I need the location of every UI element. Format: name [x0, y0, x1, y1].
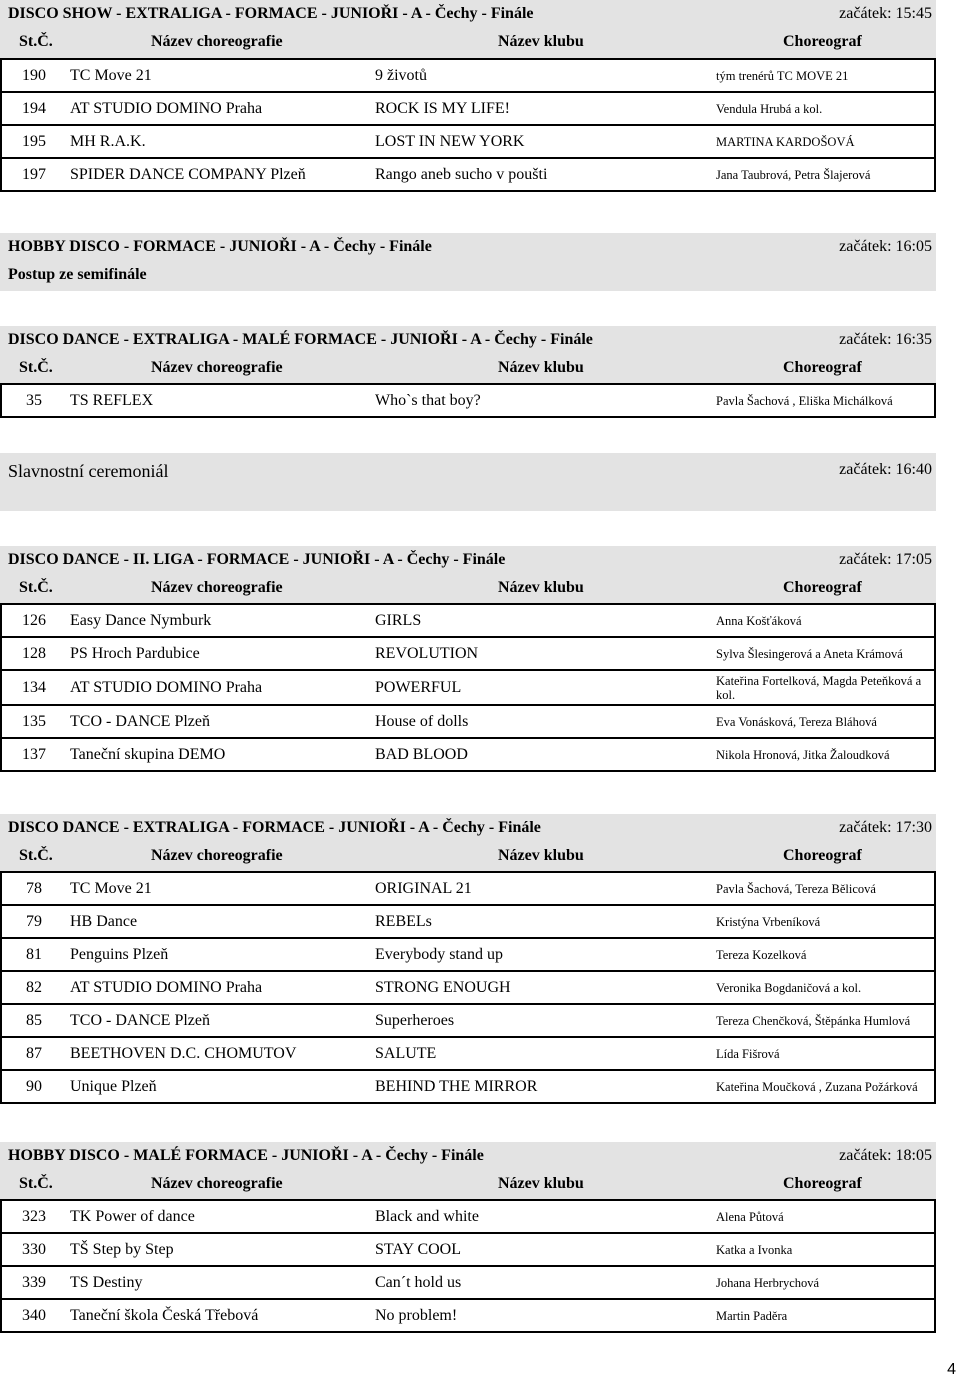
section-header — [0, 0, 936, 58]
table-row — [1, 158, 935, 191]
start-number: 197 — [1, 158, 66, 191]
choreographer-name: Nikola Hronová, Jitka Žaloudková — [713, 738, 935, 771]
choreography-name: BEHIND THE MIRROR — [372, 1070, 713, 1103]
table-row — [1, 1004, 935, 1037]
col-header-choreography: Název choreografie — [151, 847, 283, 864]
start-number: 35 — [1, 384, 66, 417]
table-row — [1, 872, 935, 905]
section-start-time: začátek: 16:05 — [839, 238, 932, 255]
team-name: TCO - DANCE Plzeň — [66, 1004, 372, 1037]
table-row — [1, 1070, 935, 1103]
choreography-name: LOST IN NEW YORK — [372, 125, 713, 158]
choreography-name: POWERFUL — [372, 670, 713, 705]
table-row — [1, 971, 935, 1004]
team-name: HB Dance — [66, 905, 372, 938]
choreography-name: 9 životů — [372, 59, 713, 92]
choreographer-name: MARTINA KARDOŠOVÁ — [713, 125, 935, 158]
table-row — [1, 905, 935, 938]
table-row — [1, 125, 935, 158]
section-header — [0, 546, 936, 603]
col-header-club: Název klubu — [498, 579, 584, 596]
choreographer-name: Anna Košťáková — [713, 604, 935, 637]
table-row — [1, 705, 935, 738]
choreographer-name: Kateřina Moučková , Zuzana Požárková — [713, 1070, 935, 1103]
choreographer-name: Alena Půtová — [713, 1200, 935, 1233]
table-row — [1, 1299, 935, 1332]
team-name: BEETHOVEN D.C. CHOMUTOV — [66, 1037, 372, 1070]
results-table — [0, 871, 936, 1104]
section-header — [0, 814, 936, 871]
col-header-club: Název klubu — [498, 1175, 584, 1192]
choreographer-name: Tereza Kozelková — [713, 938, 935, 971]
section-hobby-disco-formace — [0, 233, 936, 291]
choreographer-name: Kristýna Vrbeníková — [713, 905, 935, 938]
section-subtitle: Postup ze semifinále — [8, 266, 147, 283]
choreography-name: STAY COOL — [372, 1233, 713, 1266]
choreography-name: Can´t hold us — [372, 1266, 713, 1299]
start-number: 323 — [1, 1200, 66, 1233]
section-header — [0, 1142, 936, 1199]
choreographer-name: Veronika Bogdaničová a kol. — [713, 971, 935, 1004]
choreographer-name: Martin Paděra — [713, 1299, 935, 1332]
section-ceremony — [0, 453, 936, 511]
start-number: 128 — [1, 637, 66, 670]
table-row — [1, 384, 935, 417]
choreography-name: ORIGINAL 21 — [372, 872, 713, 905]
col-header-st: St.Č. — [19, 33, 53, 50]
team-name: AT STUDIO DOMINO Praha — [66, 670, 372, 705]
section-disco-dance-male-formace — [0, 326, 936, 409]
choreography-name: Rango aneb sucho v poušti — [372, 158, 713, 191]
choreographer-name: Pavla Šachová , Eliška Michálková — [713, 384, 935, 417]
results-table — [0, 603, 936, 772]
choreography-name: House of dolls — [372, 705, 713, 738]
team-name: TŠ Step by Step — [66, 1233, 372, 1266]
col-header-choreographer: Choreograf — [783, 579, 862, 596]
col-header-choreographer: Choreograf — [783, 359, 862, 376]
choreographer-name: tým trenérů TC MOVE 21 — [713, 59, 935, 92]
choreographer-name: Katka a Ivonka — [713, 1233, 935, 1266]
table-row — [1, 1233, 935, 1266]
start-number: 134 — [1, 670, 66, 705]
start-number: 81 — [1, 938, 66, 971]
choreography-name: REVOLUTION — [372, 637, 713, 670]
table-row — [1, 738, 935, 771]
team-name: TS REFLEX — [66, 384, 372, 417]
choreographer-name: Kateřina Fortelková, Magda Peteňková a kol. — [713, 670, 935, 705]
choreography-name: BAD BLOOD — [372, 738, 713, 771]
start-number: 87 — [1, 1037, 66, 1070]
col-header-st: St.Č. — [19, 579, 53, 596]
section-start-time: začátek: 16:35 — [839, 331, 932, 348]
section-disco-show — [0, 0, 936, 183]
team-name: AT STUDIO DOMINO Praha — [66, 971, 372, 1004]
choreographer-name: Jana Taubrová, Petra Šlajerová — [713, 158, 935, 191]
team-name: TK Power of dance — [66, 1200, 372, 1233]
section-disco-dance-extraliga-formace — [0, 814, 936, 1095]
col-header-club: Název klubu — [498, 847, 584, 864]
start-number: 195 — [1, 125, 66, 158]
table-row — [1, 1266, 935, 1299]
col-header-choreography: Název choreografie — [151, 359, 283, 376]
start-number: 82 — [1, 971, 66, 1004]
start-number: 85 — [1, 1004, 66, 1037]
section-hobby-disco-male-formace — [0, 1142, 936, 1324]
choreography-name: No problem! — [372, 1299, 713, 1332]
section-title: DISCO SHOW - EXTRALIGA - FORMACE - JUNIOŘI - A - Čechy - Finále — [8, 5, 534, 22]
section-header — [0, 326, 936, 383]
section-start-time: začátek: 18:05 — [839, 1147, 932, 1164]
choreographer-name: Johana Herbrychová — [713, 1266, 935, 1299]
choreography-name: Who`s that boy? — [372, 384, 713, 417]
col-header-choreographer: Choreograf — [783, 1175, 862, 1192]
choreography-name: STRONG ENOUGH — [372, 971, 713, 1004]
col-header-choreography: Název choreografie — [151, 579, 283, 596]
section-start-time: začátek: 15:45 — [839, 5, 932, 22]
start-number: 90 — [1, 1070, 66, 1103]
team-name: Easy Dance Nymburk — [66, 604, 372, 637]
section-start-time: začátek: 16:40 — [839, 461, 932, 478]
start-number: 190 — [1, 59, 66, 92]
team-name: AT STUDIO DOMINO Praha — [66, 92, 372, 125]
team-name: SPIDER DANCE COMPANY Plzeň — [66, 158, 372, 191]
choreographer-name: Lída Fišrová — [713, 1037, 935, 1070]
team-name: TC Move 21 — [66, 872, 372, 905]
start-number: 78 — [1, 872, 66, 905]
table-row — [1, 1037, 935, 1070]
section-title: HOBBY DISCO - MALÉ FORMACE - JUNIOŘI - A - Čechy - Finále — [8, 1147, 484, 1164]
choreography-name: REBELs — [372, 905, 713, 938]
col-header-choreography: Název choreografie — [151, 33, 283, 50]
table-row — [1, 92, 935, 125]
choreographer-name: Sylva Šlesingerová a Aneta Krámová — [713, 637, 935, 670]
table-row — [1, 1200, 935, 1233]
choreography-name: ROCK IS MY LIFE! — [372, 92, 713, 125]
choreography-name: GIRLS — [372, 604, 713, 637]
team-name: PS Hroch Pardubice — [66, 637, 372, 670]
choreography-name: Superheroes — [372, 1004, 713, 1037]
section-title: HOBBY DISCO - FORMACE - JUNIOŘI - A - Čechy - Finále — [8, 238, 432, 255]
table-row — [1, 59, 935, 92]
choreographer-name: Tereza Chenčková, Štěpánka Humlová — [713, 1004, 935, 1037]
team-name: TC Move 21 — [66, 59, 372, 92]
table-row — [1, 604, 935, 637]
team-name: TCO - DANCE Plzeň — [66, 705, 372, 738]
col-header-choreographer: Choreograf — [783, 847, 862, 864]
col-header-st: St.Č. — [19, 1175, 53, 1192]
page-number: 4 — [947, 1361, 956, 1378]
choreography-name: Everybody stand up — [372, 938, 713, 971]
table-row — [1, 637, 935, 670]
col-header-st: St.Č. — [19, 847, 53, 864]
start-number: 126 — [1, 604, 66, 637]
section-title: DISCO DANCE - II. LIGA - FORMACE - JUNIOŘI - A - Čechy - Finále — [8, 551, 506, 568]
choreographer-name: Vendula Hrubá a kol. — [713, 92, 935, 125]
team-name: Unique Plzeň — [66, 1070, 372, 1103]
choreography-name: Black and white — [372, 1200, 713, 1233]
start-number: 194 — [1, 92, 66, 125]
choreographer-name: Pavla Šachová, Tereza Bělicová — [713, 872, 935, 905]
start-number: 79 — [1, 905, 66, 938]
results-table — [0, 383, 936, 418]
team-name: MH R.A.K. — [66, 125, 372, 158]
section-header — [0, 233, 936, 291]
choreography-name: SALUTE — [372, 1037, 713, 1070]
results-table — [0, 58, 936, 192]
section-title: Slavnostní ceremoniál — [8, 461, 169, 481]
section-disco-dance-ii-liga — [0, 546, 936, 763]
start-number: 339 — [1, 1266, 66, 1299]
start-number: 135 — [1, 705, 66, 738]
start-number: 340 — [1, 1299, 66, 1332]
table-row — [1, 938, 935, 971]
section-header — [0, 453, 936, 511]
team-name: Taneční škola Česká Třebová — [66, 1299, 372, 1332]
col-header-club: Název klubu — [498, 359, 584, 376]
col-header-club: Název klubu — [498, 33, 584, 50]
start-number: 137 — [1, 738, 66, 771]
section-start-time: začátek: 17:05 — [839, 551, 932, 568]
col-header-st: St.Č. — [19, 359, 53, 376]
col-header-choreographer: Choreograf — [783, 33, 862, 50]
table-row — [1, 670, 935, 705]
section-title: DISCO DANCE - EXTRALIGA - FORMACE - JUNIOŘI - A - Čechy - Finále — [8, 819, 541, 836]
team-name: Taneční skupina DEMO — [66, 738, 372, 771]
col-header-choreography: Název choreografie — [151, 1175, 283, 1192]
section-start-time: začátek: 17:30 — [839, 819, 932, 836]
team-name: TS Destiny — [66, 1266, 372, 1299]
results-table — [0, 1199, 936, 1333]
section-title: DISCO DANCE - EXTRALIGA - MALÉ FORMACE - JUNIOŘI - A - Čechy - Finále — [8, 331, 593, 348]
start-number: 330 — [1, 1233, 66, 1266]
team-name: Penguins Plzeň — [66, 938, 372, 971]
choreographer-name: Eva Vonásková, Tereza Bláhová — [713, 705, 935, 738]
